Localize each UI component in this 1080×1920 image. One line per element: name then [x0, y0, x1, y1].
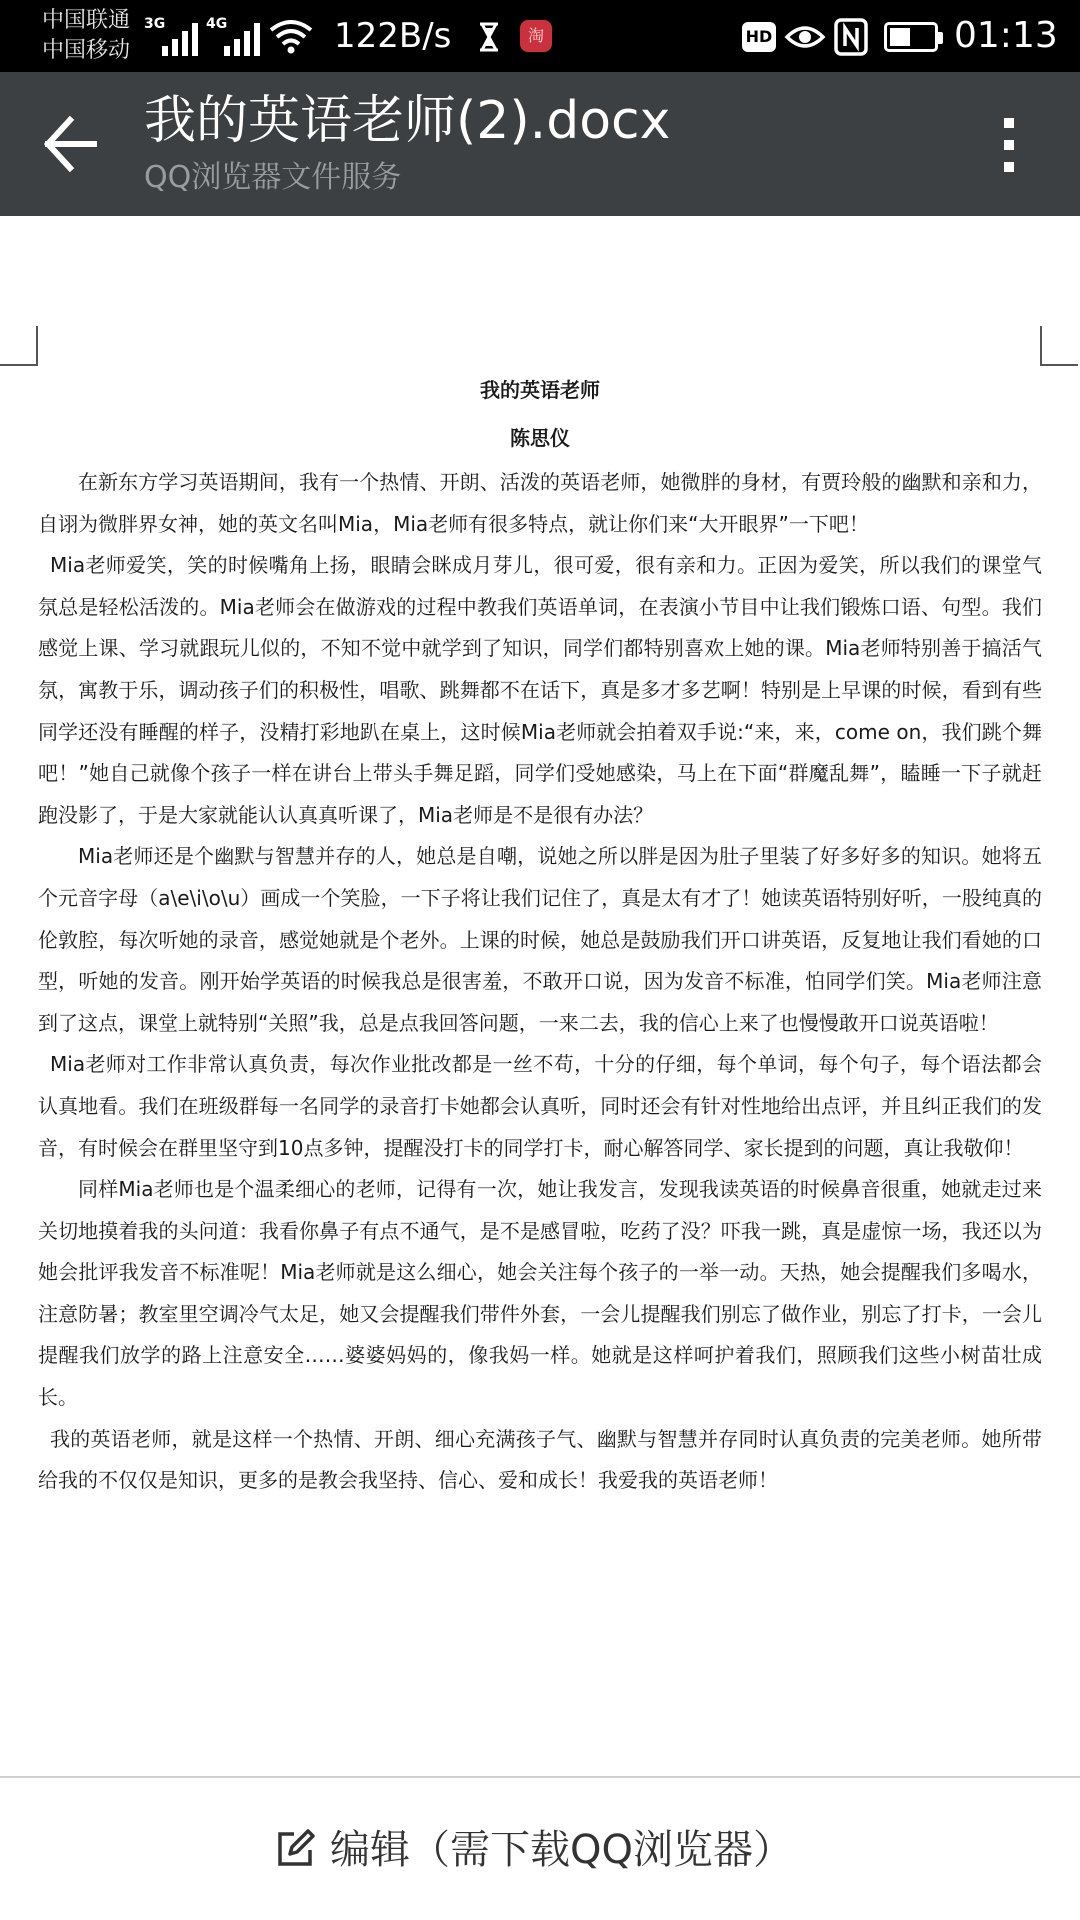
bottom-bar — [0, 1776, 1080, 1920]
document-viewer[interactable] — [0, 216, 1080, 1776]
paragraph: Mia老师爱笑，笑的时候嘴角上扬，眼睛会眯成月芽儿，很可爱，很有亲和力。正因为爱笑，所以我们的课堂气氛总是轻松活泼的。Mia老师会在做游戏的过程中教我们英语单词，在表演小节目中让我们锻炼口语、句型。我们感觉上课、学习就跟玩儿似的，不知不觉中就学到了知识，同学们都特别喜欢上她的课。Mia老师特别善于搞活气氛，寓教于乐，调动孩子们的积极性，唱歌、跳舞都不在话下，真是多才多艺啊！特别是上早课的时候，看到有些同学还没有睡醒的样子，没精打彩地趴在桌上，这时候Mia老师就会拍着双手说:“来，来，come on，我们跳个舞吧！”她自己就像个孩子一样在讲台上带头手舞足蹈，同学们受她感染，马上在下面“群魔乱舞”，瞌睡一下子就赶跑没影了，于是大家就能认认真真听课了，Mia老师是不是很有办法？ — [38, 553, 1042, 827]
document-heading: 我的英语老师 — [480, 378, 600, 402]
document-title: 我的英语老师(2).docx — [144, 91, 671, 151]
hd-icon: HD — [742, 22, 776, 52]
clock: 01:13 — [954, 15, 1058, 56]
document-body — [38, 366, 1042, 1502]
wifi-icon — [268, 18, 314, 54]
back-arrow-icon[interactable] — [30, 106, 114, 182]
app-bar — [0, 72, 1080, 216]
signal-3g-label: 3G — [144, 16, 166, 32]
edit-icon — [274, 1828, 316, 1870]
battery-icon — [884, 22, 938, 52]
network-speed: 122B/s — [334, 16, 452, 56]
paragraph: 在新东方学习英语期间，我有一个热情、开朗、活泼的英语老师，她微胖的身材，有贾玲般的幽默和亲和力，自诩为微胖界女神，她的英文名叫Mia，Mia老师有很多特点，就让你们来“大开眼界”一下吧！ — [38, 470, 1042, 536]
hourglass-icon — [478, 22, 500, 52]
status-bar — [0, 0, 1080, 72]
nfc-icon — [834, 18, 868, 56]
paragraph: 同样Mia老师也是个温柔细心的老师，记得有一次，她让我发言，发现我读英语的时候鼻音很重，她就走过来关切地摸着我的头问道：我看你鼻子有点不通气，是不是感冒啦，吃药了没？吓我一跳，真是虚惊一场，我还以为她会批评我发音不标准呢！Mia老师就是这么细心，她会关注每个孩子的一举一动。天热，她会提醒我们多喝水，注意防暑；教室里空调冷气太足，她又会提醒我们带件外套，一会儿提醒我们别忘了做作业，别忘了打卡，一会儿提醒我们放学的路上注意安全……婆婆妈妈的，像我妈一样。她就是这样呵护着我们，照顾我们这些小树苗壮成长。 — [38, 1177, 1042, 1410]
signal-4g-icon — [206, 12, 268, 56]
document-subtitle: QQ浏览器文件服务 — [144, 160, 402, 195]
edit-button-label: 编辑（需下载QQ浏览器） — [330, 1827, 793, 1873]
carrier-1: 中国联通 — [42, 8, 131, 33]
page-margin-mark-left — [0, 326, 38, 366]
carrier-2: 中国移动 — [42, 38, 131, 63]
document-author: 陈思仪 — [510, 426, 570, 450]
paragraph: Mia老师对工作非常认真负责，每次作业批改都是一丝不苟，十分的仔细，每个单词，每个句子，每个语法都会认真地看。我们在班级群每一名同学的录音打卡她都会认真听，同时还会有针对性地给出点评，并且纠正我们的发音，有时候会在群里坚守到10点多钟，提醒没打卡的同学打卡，耐心解答同学、家长提到的问题，真让我敬仰！ — [38, 1052, 1042, 1160]
more-options-icon[interactable] — [984, 110, 1034, 180]
carrier-list — [42, 6, 130, 66]
paragraph: Mia老师还是个幽默与智慧并存的人，她总是自嘲，说她之所以胖是因为肚子里装了好多好多的知识。她将五个元音字母（a\e\i\o\u）画成一个笑脸，一下子将让我们记住了，真是太有才了！她读英语特别好听，一股纯真的伦敦腔，每次听她的录音，感觉她就是个老外。上课的时候，她总是鼓励我们开口讲英语，反复地让我们看她的口型，听她的发音。刚开始学英语的时候我总是很害羞，不敢开口说，因为发音不标准，怕同学们笑。Mia老师注意到了这点，课堂上就特别“关照”我，总是点我回答问题，一来二去，我的信心上来了也慢慢敢开口说英语啦！ — [38, 844, 1042, 1035]
taobao-notification-icon: 淘 — [520, 20, 552, 52]
edit-button[interactable] — [268, 1816, 808, 1884]
page-margin-mark-right — [1040, 326, 1078, 366]
paragraph: 我的英语老师，就是这样一个热情、开朗、细心充满孩子气、幽默与智慧并存同时认真负责的完美老师。她所带给我的不仅仅是知识，更多的是教会我坚持、信心、爱和成长！我爱我的英语老师！ — [38, 1426, 1042, 1493]
eye-comfort-icon — [784, 20, 826, 54]
signal-4g-label: 4G — [206, 16, 228, 32]
signal-3g-icon — [144, 12, 206, 56]
